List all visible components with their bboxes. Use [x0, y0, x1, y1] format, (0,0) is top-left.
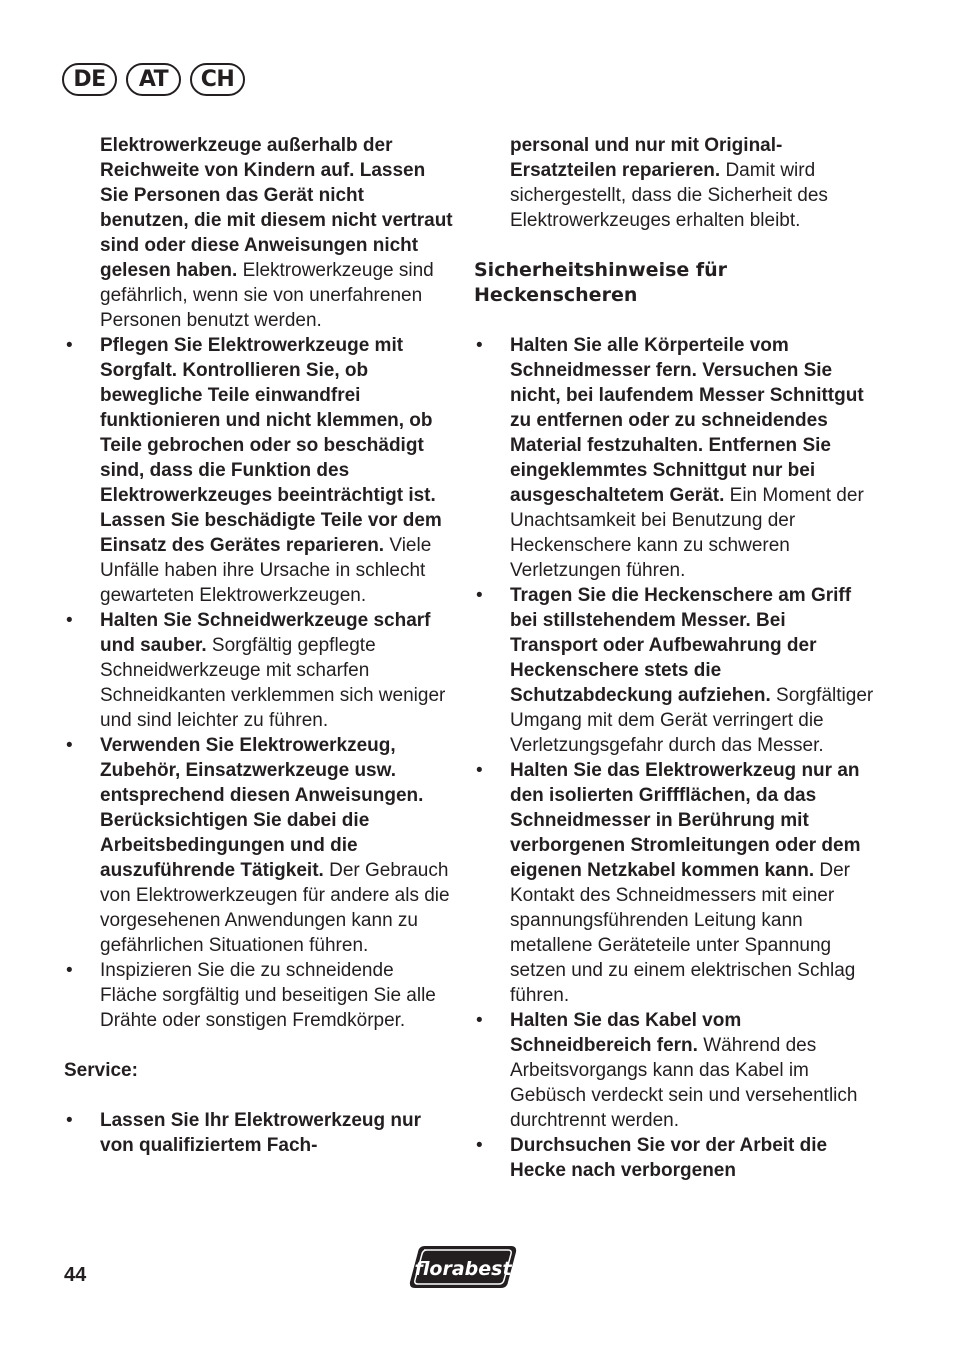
left-column — [64, 133, 454, 1158]
list-item — [474, 758, 874, 1008]
list-item-bold: Verwenden Sie Elektrowerkzeug, Zubehör, Einsatzwerkzeuge usw. entsprechend diesen Anweisungen. Berücksichtigen Sie dabei die Arbeitsbedingungen und die auszuführende Tätigkeit. — [100, 735, 424, 881]
bullet-icon: • — [66, 610, 73, 631]
list-item-text: Ein Moment der Unachtsamkeit bei Benutzung der Heckenschere kann zu schweren Verletzungen führen. — [510, 485, 864, 581]
continued-bold: personal und nur mit Original-Ersatzteilen reparieren. — [510, 135, 783, 181]
badge-de: DE — [62, 63, 117, 96]
list-item-bold: Halten Sie das Elektrowerkzeug nur an den isolierten Griffflächen, da das Schneidmesser in Berührung mit verborgenen Stromleitungen oder dem eigenen Netzkabel kommen kann. — [510, 760, 861, 881]
page-number: 44 — [64, 1264, 87, 1286]
intro-text: Elektrowerkzeuge sind gefährlich, wenn sie von unerfahrenen Personen benutzt werden. — [100, 260, 434, 331]
list-item — [474, 583, 874, 758]
florabest-logo — [407, 1244, 519, 1290]
bullet-icon: • — [476, 1010, 483, 1031]
list-item-text: Sorgfältiger Umgang mit dem Gerät verringert die Verletzungsgefahr durch das Messer. — [510, 685, 874, 756]
badge-at: AT — [126, 63, 181, 96]
list-item-text: Der Gebrauch von Elektrowerkzeugen für andere als die vorgesehenen Anwendungen kann zu gefährlichen Situationen führen. — [100, 860, 450, 956]
list-item-bold: Halten Sie das Kabel vom Schneidbereich fern. — [510, 1010, 742, 1056]
list-item — [64, 958, 454, 1033]
continued-text: Damit wird sichergestellt, dass die Sicherheit des Elektrowerkzeuges erhalten bleibt. — [510, 160, 828, 231]
list-item — [474, 1008, 874, 1133]
list-item-bold: Halten Sie alle Körperteile vom Schneidmesser fern. Versuchen Sie nicht, bei laufendem Messer Schnittgut zu entfernen oder zu schneidendes Material festzuhalten. Entfernen Sie eingeklemmtes Schnittgut nur bei ausgeschaltetem Gerät. — [510, 335, 864, 506]
bullet-icon: • — [66, 335, 73, 356]
bullet-icon: • — [66, 735, 73, 756]
list-item-text: Der Kontakt des Schneidmessers mit einer spannungsführenden Leitung kann metallene Geräteteile unter Spannung setzen und zu einem elektrischen Schlag führen. — [510, 860, 856, 1006]
list-item — [64, 733, 454, 958]
list-item-bold: Tragen Sie die Heckenschere am Griff bei stillstehendem Messer. Bei Transport oder Aufbewahrung der Heckenschere stets die Schutzabdeckung aufziehen. — [510, 585, 852, 706]
badge-ch: CH — [190, 63, 245, 96]
bullet-icon: • — [476, 1135, 483, 1156]
list-item-text: Inspizieren Sie die zu schneidende Fläche sorgfältig und beseitigen Sie alle Drähte oder sonstigen Fremdkörper. — [100, 960, 436, 1031]
country-badges — [62, 63, 245, 96]
list-item-text: Viele Unfälle haben ihre Ursache in schlecht gewarteten Elektrowerkzeugen. — [100, 535, 432, 606]
list-item — [474, 1133, 874, 1183]
intro-paragraph — [64, 133, 454, 333]
bullet-icon: • — [476, 760, 483, 781]
list-item-bold: Durchsuchen Sie vor der Arbeit die Hecke nach verborgenen — [510, 1135, 828, 1181]
list-item-bold: Pflegen Sie Elektrowerkzeuge mit Sorgfalt. Kontrollieren Sie, ob bewegliche Teile einwandfrei funktionieren und nicht klemmen, ob Teile gebrochen oder so beschädigt sind, dass die Funktion des Elektrowerkzeuges beeinträchtigt ist. Lassen Sie beschädigte Teile vor dem Einsatz des Gerätes reparieren. — [100, 335, 442, 556]
list-item-bold: Halten Sie Schneidwerkzeuge scharf und sauber. — [100, 610, 431, 656]
logo-text: florabest — [414, 1258, 512, 1280]
section-heading: Sicherheitshinweise für Heckenscheren — [474, 259, 728, 306]
continued-paragraph — [474, 133, 874, 233]
bullet-icon: • — [66, 1110, 73, 1131]
bullet-icon: • — [66, 960, 73, 981]
list-item — [474, 333, 874, 583]
list-item — [64, 1108, 454, 1158]
list-item — [64, 333, 454, 608]
intro-bold: Elektrowerkzeuge außerhalb der Reichweite von Kindern auf. Lassen Sie Personen das Gerät nicht benutzen, die mit diesem nicht vertraut sind oder diese Anweisungen nicht gelesen haben. — [100, 135, 453, 281]
service-heading: Service: — [64, 1060, 138, 1081]
bullet-icon: • — [476, 585, 483, 606]
right-column — [474, 133, 874, 1183]
list-item-bold: Lassen Sie Ihr Elektrowerkzeug nur von qualifiziertem Fach- — [100, 1110, 421, 1156]
list-item — [64, 608, 454, 733]
bullet-icon: • — [476, 335, 483, 356]
list-item-text: Sorgfältig gepflegte Schneidwerkzeuge mit scharfen Schneidkanten verklemmen sich weniger und sind leichter zu führen. — [100, 635, 446, 731]
list-item-text: Während des Arbeitsvorgangs kann das Kabel im Gebüsch verdeckt sein und versehentlich durchtrennt werden. — [510, 1035, 858, 1131]
